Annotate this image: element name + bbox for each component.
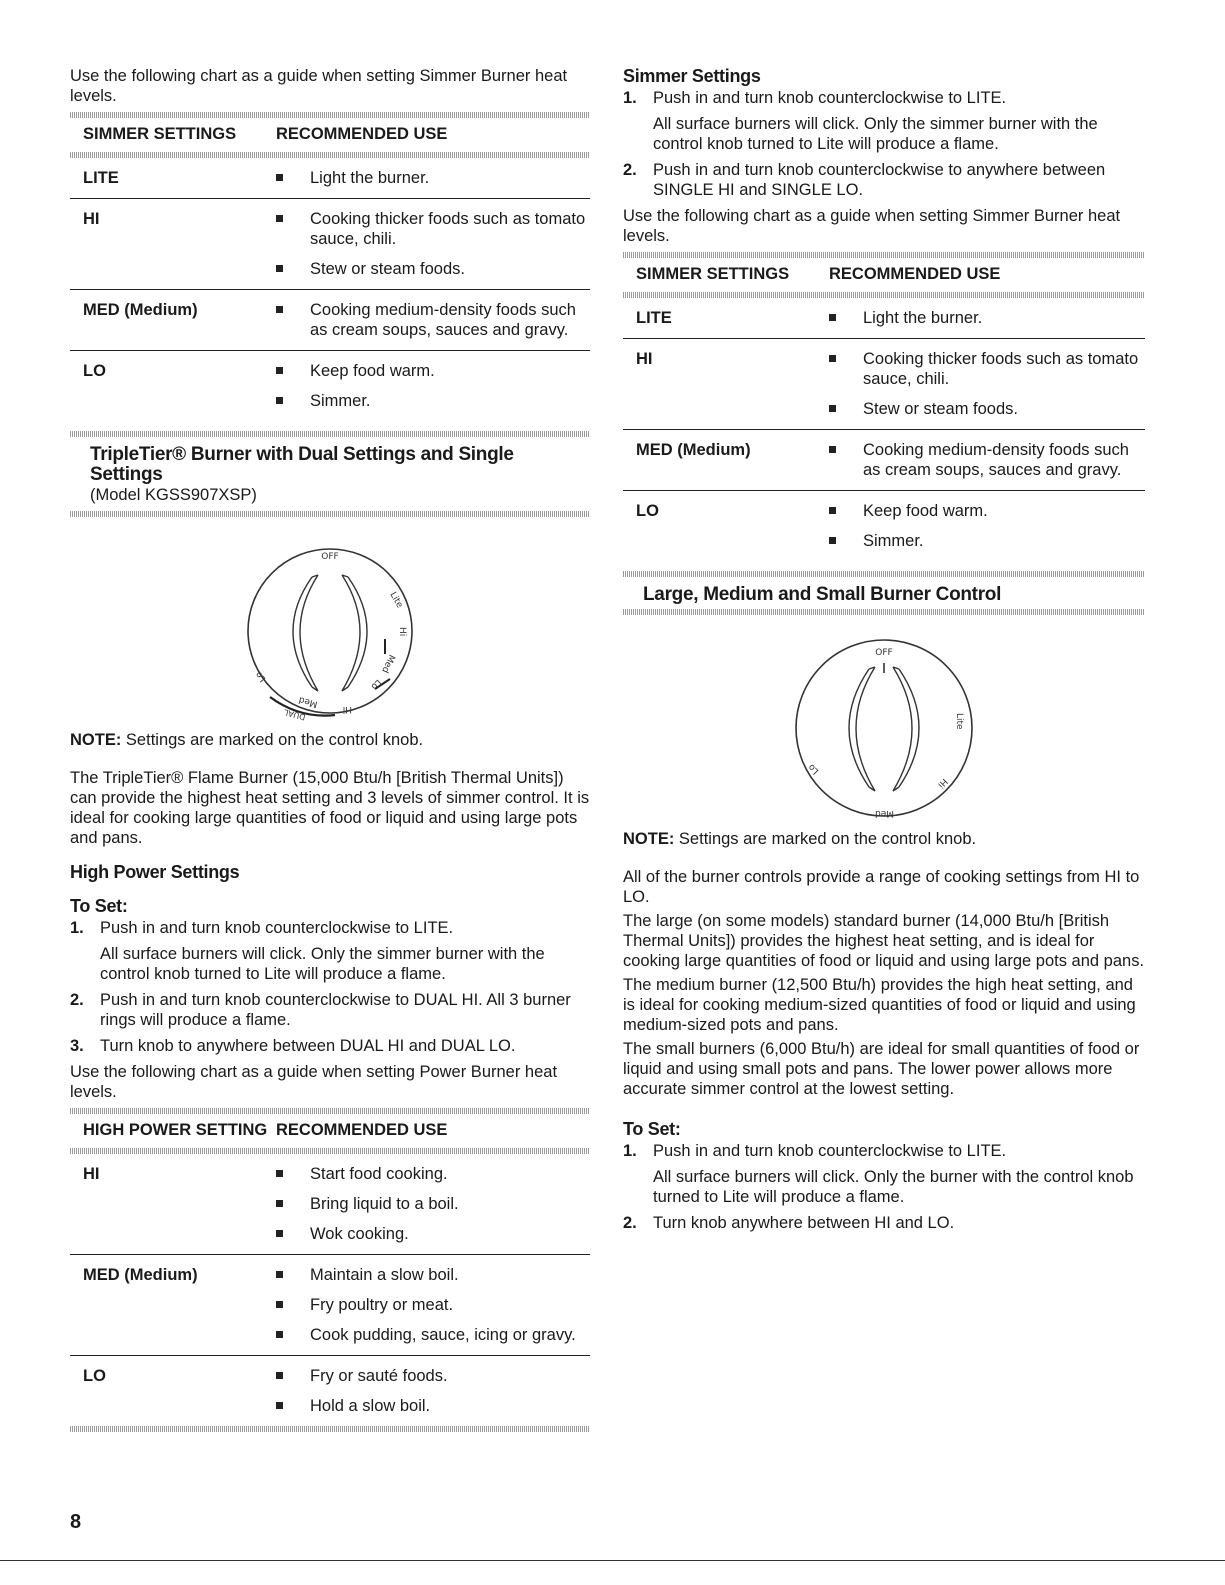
table-header-row	[70, 118, 590, 152]
use-item: Hold a slow boil.	[276, 1396, 590, 1416]
divider	[70, 431, 590, 437]
use-item: Cooking thicker foods such as tomato sauce, chili.	[276, 209, 590, 249]
knob-label-dual-lo: Lo	[253, 669, 269, 684]
column-header: SIMMER SETTINGS	[636, 265, 790, 283]
knob-label-dual-hi: Hi	[342, 704, 352, 714]
step-item: 2. Push in and turn knob counterclockwise to DUAL HI. All 3 burner rings will produce a flame.	[70, 991, 571, 1029]
use-item: Stew or steam foods.	[276, 259, 590, 279]
simmer-settings-heading: Simmer Settings	[623, 66, 761, 86]
note-text: Settings are marked on the control knob.	[674, 830, 977, 848]
use-item: Stew or steam foods.	[829, 399, 1145, 419]
note-label: NOTE:	[623, 830, 675, 848]
table-row	[623, 491, 1145, 562]
use-item: Simmer.	[276, 391, 590, 411]
simmer-intro: Use the following chart as a guide when setting Simmer Burner heat levels.	[70, 67, 568, 105]
setting-label: HI	[70, 199, 276, 290]
divider	[70, 511, 590, 517]
knob-label-single-med: Med	[379, 652, 397, 675]
setting-label: LITE	[623, 298, 829, 339]
to-set-heading: To Set:	[623, 1119, 681, 1139]
knob-label-lite: Lite	[387, 590, 405, 610]
step-item: 2. Push in and turn knob counterclockwise to anywhere between SINGLE HI and SINGLE LO.	[623, 161, 1106, 199]
note-text: Settings are marked on the control knob.	[121, 731, 424, 749]
table-row	[70, 1154, 590, 1255]
tripletier-knob-diagram	[240, 539, 420, 724]
table-row	[70, 351, 590, 422]
model-number: (Model KGSS907XSP)	[90, 486, 257, 504]
body-paragraph: The medium burner (12,500 Btu/h) provides the high heat setting, and is ideal for cooking medium-sized quantities of food or liquid and using medium-sized pots and pans.	[623, 976, 1136, 1034]
setting-label: LO	[83, 362, 106, 380]
use-item: Bring liquid to a boil.	[276, 1194, 590, 1214]
use-item: Light the burner.	[276, 168, 590, 188]
note	[70, 730, 590, 750]
use-item: Cooking medium-density foods such as cream soups, sauces and gravy.	[276, 300, 590, 340]
body-paragraph: The small burners (6,000 Btu/h) are ideal for small quantities of food or liquid and using small pots and pans. The lower power allows more accurate simmer control at the lowest setting.	[623, 1040, 1140, 1098]
setting-label: LO	[636, 502, 659, 520]
knob-label-lite: Lite	[954, 713, 964, 730]
step-item: 2. Turn knob anywhere between HI and LO.	[623, 1214, 955, 1232]
table-row	[70, 199, 590, 290]
use-item: Fry or sauté foods.	[276, 1366, 590, 1386]
power-intro: Use the following chart as a guide when setting Power Burner heat levels.	[70, 1063, 558, 1101]
simmer-steps	[623, 88, 1145, 200]
column-header: HIGH POWER SETTING	[83, 1121, 268, 1139]
use-item: Keep food warm.	[829, 501, 1145, 521]
burner-control-heading: Large, Medium and Small Burner Control	[643, 584, 1002, 605]
divider	[0, 1560, 1225, 1561]
table-row	[623, 430, 1145, 491]
column-header: RECOMMENDED USE	[276, 1121, 448, 1139]
standard-knob-diagram	[789, 633, 979, 823]
use-item: Maintain a slow boil.	[276, 1265, 590, 1285]
divider	[70, 1426, 590, 1432]
left-column	[70, 66, 590, 1432]
right-column	[623, 66, 1145, 1239]
setting-label: HI	[623, 339, 829, 430]
setting-label: MED (Medium)	[70, 1255, 276, 1356]
table-row	[70, 1356, 590, 1427]
setting-label: LO	[83, 1367, 106, 1385]
divider	[623, 609, 1145, 615]
knob-label-off: OFF	[321, 552, 339, 562]
knob-label-med: Med	[874, 808, 894, 818]
table-row	[70, 1255, 590, 1356]
simmer-settings-table	[623, 258, 1145, 561]
knob-label-dual-med: Med	[297, 694, 319, 709]
high-power-table	[70, 1114, 590, 1426]
table-row	[623, 298, 1145, 339]
table-row	[623, 339, 1145, 430]
use-item: Keep food warm.	[276, 361, 590, 381]
body-paragraph: The large (on some models) standard burner (14,000 Btu/h [British Thermal Units]) provides the highest heat setting, and is ideal for cooking large quantities of food or liquid and using large pots and pans.	[623, 912, 1145, 970]
table-row	[70, 158, 590, 199]
step-item: 1. Push in and turn knob counterclockwise to LITE. All surface burners will click. Only the burner with the control knob turned to Lite will produce a flame.	[623, 1142, 1134, 1206]
step-item: 1. Push in and turn knob counterclockwise to LITE. All surface burners will click. Only the simmer burner with the control knob turned to Lite will produce a flame.	[623, 89, 1098, 153]
step-item: 3. Turn knob to anywhere between DUAL HI and DUAL LO.	[70, 1037, 516, 1055]
simmer-intro: Use the following chart as a guide when setting Simmer Burner heat levels.	[623, 207, 1121, 245]
use-item: Wok cooking.	[276, 1224, 590, 1244]
column-header: SIMMER SETTINGS	[83, 125, 237, 143]
use-item: Cook pudding, sauce, icing or gravy.	[276, 1325, 590, 1345]
setting-label: HI	[70, 1154, 276, 1255]
use-item: Simmer.	[829, 531, 1145, 551]
note	[623, 829, 1145, 849]
knob-label-lo: Lo	[806, 761, 822, 776]
divider	[623, 571, 1145, 577]
knob-label-off: OFF	[875, 648, 893, 658]
setting-label: LITE	[70, 158, 276, 199]
setting-label: MED (Medium)	[623, 430, 829, 491]
column-header: RECOMMENDED USE	[829, 265, 1001, 283]
step-item: 1. Push in and turn knob counterclockwise to LITE. All surface burners will click. Only the simmer burner with the control knob turned to Lite will produce a flame.	[70, 919, 545, 983]
use-item: Start food cooking.	[276, 1164, 590, 1184]
use-item: Cooking medium-density foods such as cream soups, sauces and gravy.	[829, 440, 1145, 480]
body-paragraph: All of the burner controls provide a range of cooking settings from HI to LO.	[623, 868, 1140, 906]
setting-label: MED (Medium)	[70, 290, 276, 351]
burner-steps	[623, 1141, 1145, 1233]
simmer-settings-table	[70, 118, 590, 421]
knob-label-single-hi: Hi	[397, 627, 407, 637]
tripletier-heading: TripleTier® Burner with Dual Settings and Single Settings	[90, 444, 514, 485]
knob-label-dual: DUAL	[282, 707, 307, 722]
high-power-steps	[70, 918, 590, 1056]
use-item: Light the burner.	[829, 308, 1145, 328]
high-power-heading: High Power Settings	[70, 862, 240, 882]
use-item: Cooking thicker foods such as tomato sauce, chili.	[829, 349, 1145, 389]
table-row	[70, 290, 590, 351]
table-header-row	[70, 1114, 590, 1148]
tripletier-description: The TripleTier® Flame Burner (15,000 Btu/h [British Thermal Units]) can provide the highest heat setting and 3 levels of simmer control. It is ideal for cooking large quantities of food or liquid and using large pots and pans.	[70, 769, 590, 847]
to-set-heading: To Set:	[70, 896, 128, 916]
note-label: NOTE:	[70, 731, 122, 749]
use-item: Fry poultry or meat.	[276, 1295, 590, 1315]
column-header: RECOMMENDED USE	[276, 125, 448, 143]
knob-label-hi: Hi	[935, 775, 949, 790]
knob-label-single-lo: Lo	[368, 676, 383, 692]
page-number: 8	[70, 1511, 82, 1533]
table-header-row	[623, 258, 1145, 292]
